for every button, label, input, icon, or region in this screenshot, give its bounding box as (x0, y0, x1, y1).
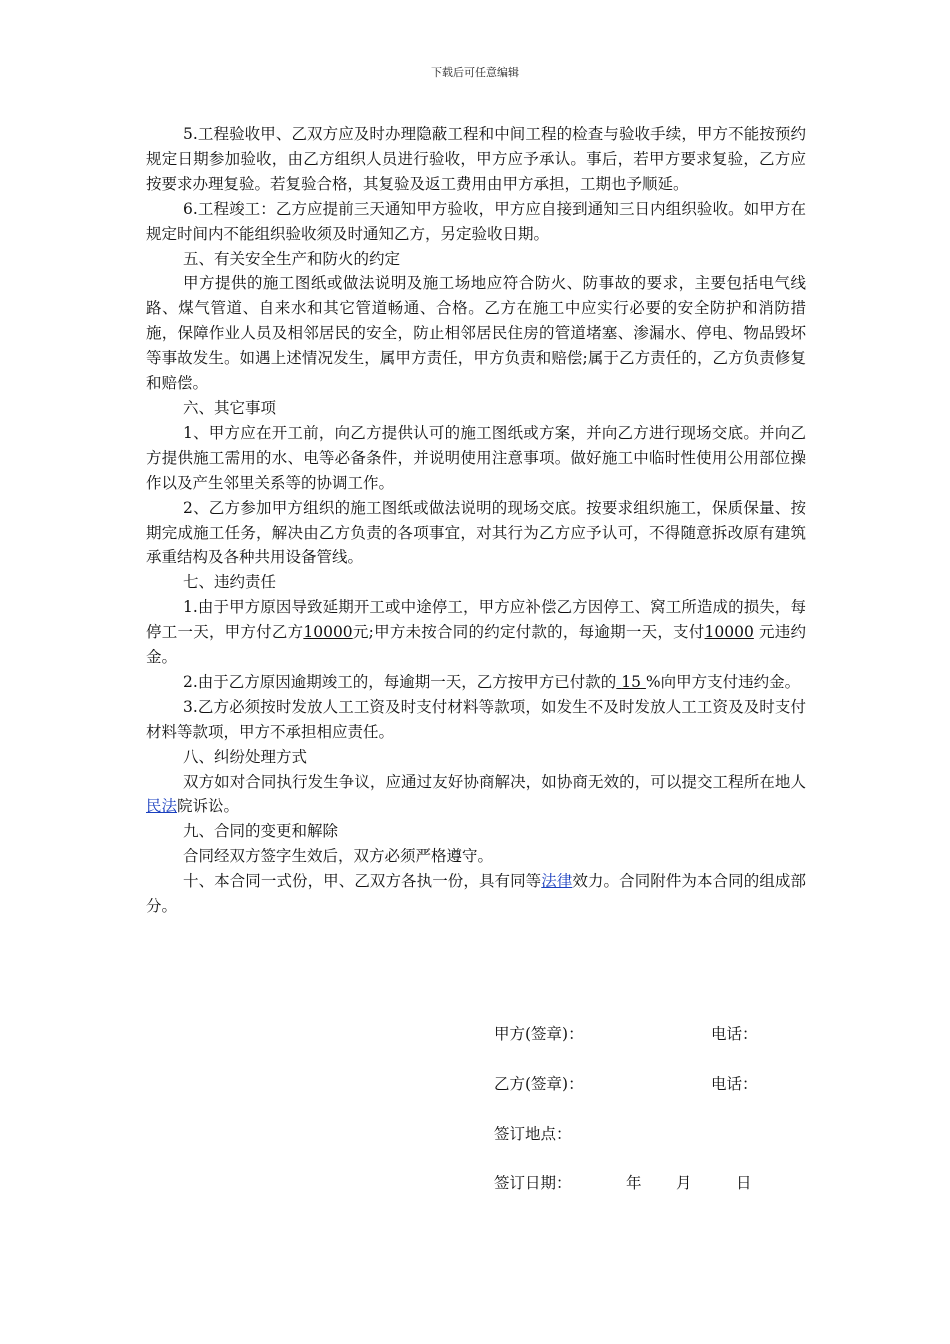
section-heading-change: 九、合同的变更和解除 (183, 822, 339, 841)
clause-copies (146, 869, 806, 919)
clause-copies-text-a: 十、本合同一式份，甲、乙双方各执一份，具有同等 (183, 872, 542, 891)
clause-acceptance: 5.工程验收甲、乙双方应及时办理隐蔽工程和中间工程的检查与验收手续，甲方不能按预约规定日期参加验收，由乙方组织人员进行验收，甲方应予承认。事后，若甲方要求复验，乙方应按要求办理复验。若复验合格，其复验及返工费用由甲方承担，工期也予顺延。 (146, 125, 806, 193)
signing-place-label: 签订地点： (494, 1125, 572, 1143)
section-heading-dispute: 八、纠纷处理方式 (183, 747, 308, 766)
clause-completion: 6.工程竣工：乙方应提前三天通知甲方验收，甲方应自接到通知三日内组织验收。如甲方在规定时间内不能组织验收须及时通知乙方，另定验收日期。 (146, 199, 806, 243)
clause-other-1: 1、甲方应在开工前，向乙方提供认可的施工图纸或方案，并向乙方进行现场交底。并向乙方提供施工需用的水、电等必备条件，并说明使用注意事项。做好施工中临时性使用公用部位操作以及产生邻里关系等的协调工作。 (146, 423, 806, 492)
date-year-label: 年 (626, 1174, 642, 1192)
clause-change: 合同经双方签字生效后，双方必须严格遵守。 (183, 847, 494, 866)
party-b-signature-label: 乙方(签章)： (494, 1075, 584, 1093)
clause-other-2: 2、乙方参加甲方组织的施工图纸或做法说明的现场交底。按要求组织施工，保质保量、按期完成施工任务，解决由乙方负责的各项事宜，对其行为乙方应予认可，不得随意拆改原有建筑承重结构及各种共用设备管线。 (146, 498, 806, 567)
clause-dispute-text-b: 院诉讼。 (177, 797, 240, 816)
clause-liability-2-text-a: 2.由于乙方原因逾期竣工的，每逾期一天，乙方按甲方已付款的 (183, 672, 617, 691)
contract-body (146, 122, 806, 919)
clause-liability-1-text-a: 1.由于甲方原因导致延期开工或中途停工，甲方应补偿乙方因停工、窝工所造成的损失，每停工一天，甲方付乙方 (146, 598, 806, 642)
clause-liability-2-text-b: %向甲方支付违约金。 (645, 672, 801, 691)
clause-dispute (146, 770, 806, 820)
date-day-label: 日 (736, 1174, 752, 1192)
party-a-phone-label: 电话： (711, 1025, 758, 1043)
clause-liability-3: 3.乙方必须按时发放人工工资及时支付材料等款项，如发生不及时发放人工工资及及时支付材料等款项，甲方不承担相应责任。 (146, 697, 806, 741)
clause-liability-1 (146, 595, 806, 670)
clause-dispute-text-a: 双方如对合同执行发生争议，应通过友好协商解决，如协商无效的，可以提交工程所在地人 (183, 772, 806, 791)
clause-liability-1-text-b: 元;甲方未按合同的约定付款的，每逾期一天，支付 (352, 623, 705, 642)
clause-liability-1-text-c: 元违约金。 (146, 623, 806, 667)
penalty-amount: 10000 (704, 623, 754, 642)
date-month-label: 月 (676, 1174, 692, 1192)
section-heading-safety: 五、有关安全生产和防火的约定 (183, 249, 401, 268)
section-heading-liability: 七、违约责任 (183, 573, 277, 592)
signing-date-label: 签订日期： (494, 1174, 572, 1192)
party-b-phone-label: 电话： (711, 1075, 758, 1093)
law-link[interactable]: 法律 (541, 872, 573, 891)
clause-copies-text-b: 效力。合同附件为本合同的组成部分。 (146, 872, 806, 916)
clause-liability-2 (146, 670, 806, 695)
clause-safety: 甲方提供的施工图纸或做法说明及施工场地应符合防火、防事故的要求，主要包括电气线路、煤气管道、自来水和其它管道畅通、合格。乙方在施工中应实行必要的安全防护和消防措施，保障作业人员及相邻居民的安全，防止相邻居民住房的管道堵塞、渗漏水、停电、物品毁坏等事故发生。如遇上述情况发生，属甲方责任，甲方负责和赔偿;属于乙方责任的，乙方负责修复和赔偿。 (146, 274, 806, 393)
section-heading-other: 六、其它事项 (183, 398, 277, 417)
civil-law-link[interactable]: 民法 (146, 797, 178, 816)
party-a-signature-label: 甲方(签章)： (494, 1025, 584, 1043)
compensation-amount: 10000 (303, 623, 353, 642)
penalty-percent: 15 (621, 672, 641, 691)
page-header: 下载后可任意编辑 (431, 66, 519, 79)
